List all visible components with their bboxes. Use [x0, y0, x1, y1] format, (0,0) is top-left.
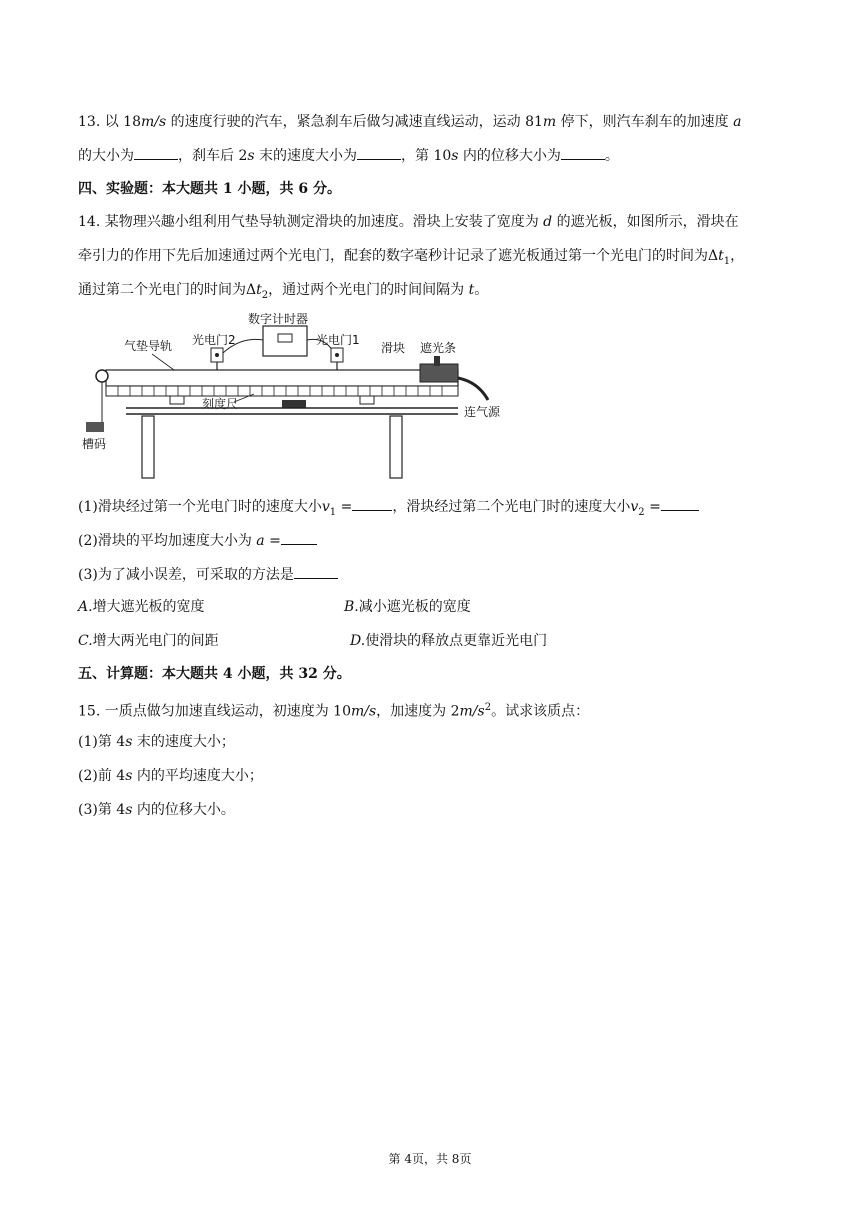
- q14-text: (3)为了减小误差，可采取的方法是: [78, 567, 294, 583]
- q15-text: 15. 一质点做匀加速直线运动，初速度为 10: [78, 703, 351, 720]
- q15-unit: s: [125, 734, 133, 750]
- q13-text: ，第 10: [401, 148, 452, 164]
- table-leg-right: [390, 416, 402, 478]
- q14-option-c[interactable]: [78, 631, 219, 651]
- q13-unit: s: [451, 148, 459, 164]
- answer-blank[interactable]: [294, 564, 338, 579]
- q14-text: ，: [730, 248, 745, 264]
- option-text: 增大遮光板的宽度: [92, 599, 205, 615]
- q14-part-1: [78, 496, 699, 523]
- air-label: 连气源: [464, 405, 501, 419]
- table-leg-left: [142, 416, 154, 478]
- q14-option-b[interactable]: [344, 597, 471, 617]
- q15-part-1: [78, 732, 235, 752]
- gate-1-label: 光电门1: [316, 333, 360, 347]
- q14-text: ，滑块经过第二个光电门时的速度大小: [392, 499, 631, 515]
- q14-option-d[interactable]: [350, 631, 547, 651]
- q14-sub: 1: [723, 255, 731, 267]
- q14-var: t: [256, 282, 262, 298]
- q13-text: 末的速度大小为: [254, 148, 357, 164]
- q14-part-2: [78, 530, 317, 551]
- q13-text: ，刹车后 2: [178, 148, 248, 164]
- q14-line-3: [78, 280, 488, 306]
- q14-sub: 2: [638, 506, 645, 518]
- option-letter: C.: [78, 633, 93, 649]
- q15-text: 内的位移大小。: [132, 802, 235, 818]
- q14-line-2: [78, 246, 744, 272]
- timer-display: [278, 334, 292, 342]
- q14-text: =: [336, 499, 353, 515]
- q14-text: =: [644, 499, 661, 515]
- q14-var: a: [256, 533, 265, 549]
- page-footer: 第 4页，共 8页: [388, 1152, 472, 1166]
- option-letter: A.: [78, 599, 93, 615]
- level-block: [282, 400, 306, 408]
- q14-part-3: [78, 564, 338, 585]
- q14-sub: 2: [261, 289, 269, 301]
- answer-blank[interactable]: [134, 145, 178, 160]
- track-pointer: [152, 354, 174, 370]
- q14-var: t: [718, 248, 724, 264]
- gate-2-label: 光电门2: [192, 333, 236, 347]
- q15-unit: s: [125, 768, 133, 784]
- q13-text: 内的位移大小为: [458, 148, 561, 164]
- q15-part-3: [78, 800, 235, 820]
- shade-strip: [434, 356, 440, 366]
- q13-text: 停下，则汽车刹车的加速度: [556, 114, 734, 130]
- track-label: 气垫导轨: [124, 339, 173, 353]
- q15-text: (1)第 4: [78, 734, 126, 750]
- q13-text: 。: [604, 148, 619, 164]
- q14-var: v: [630, 499, 639, 515]
- shade-label: 遮光条: [420, 341, 457, 355]
- q14-var: v: [321, 499, 330, 515]
- q14-text: ，通过两个光电门的时间间隔为: [268, 282, 469, 298]
- q13-unit: m: [542, 114, 557, 130]
- air-track-figure: [78, 310, 518, 482]
- q15-sup: 2: [484, 702, 492, 713]
- q15-line-1: [78, 698, 589, 722]
- weight-label: 槽码: [82, 437, 107, 451]
- q14-text: =: [264, 533, 281, 549]
- q13-text: 的速度行驶的汽车，紧急刹车后做匀减速直线运动，运动 81: [166, 114, 543, 130]
- gate-2-dot: [215, 353, 219, 357]
- answer-blank[interactable]: [357, 145, 401, 160]
- q13-text: 的大小为: [78, 148, 134, 164]
- q15-unit: m/s: [459, 703, 485, 720]
- q14-sub: 1: [329, 506, 337, 518]
- support-right: [360, 396, 374, 404]
- timer-label: 数字计时器: [248, 312, 309, 326]
- q13-text: 13. 以 18: [78, 114, 141, 130]
- q14-text: 通过第二个光电门的时间为Δ: [78, 282, 257, 298]
- ruler-strip: [106, 386, 458, 396]
- q15-part-2: [78, 766, 263, 786]
- q14-text: 牵引力的作用下先后加速通过两个光电门，配套的数字毫秒计记录了遮光板通过第一个光电门的时间为Δ: [78, 248, 719, 264]
- q15-unit: s: [125, 802, 133, 818]
- q14-var: t: [468, 282, 475, 298]
- q13-var: a: [733, 114, 742, 130]
- q14-text: 的遮光板，如图所示，滑块在: [552, 214, 739, 230]
- ruler-label: 刻度尺: [202, 397, 239, 411]
- gate-1-dot: [335, 353, 339, 357]
- slider-block: [420, 364, 458, 382]
- q13-line-1: [78, 112, 741, 132]
- section-4-heading: 四、实验题：本大题共 1 小题，共 6 分。: [78, 181, 341, 197]
- support-left: [170, 396, 184, 404]
- q15-text: 内的平均速度大小；: [132, 768, 263, 784]
- q15-text: 。试求该质点：: [491, 703, 590, 720]
- q14-text: (1)滑块经过第一个光电门时的速度大小: [78, 499, 322, 515]
- q15-text: 末的速度大小；: [132, 734, 235, 750]
- answer-blank[interactable]: [281, 530, 317, 545]
- pulley: [96, 370, 108, 382]
- q15-unit: m/s: [350, 703, 377, 720]
- option-text: 减小遮光板的宽度: [358, 599, 471, 615]
- q13-unit: s: [247, 148, 255, 164]
- answer-blank[interactable]: [561, 145, 605, 160]
- q14-text: 。: [474, 282, 489, 298]
- q15-text: ，加速度为 2: [376, 703, 460, 720]
- q14-option-a[interactable]: [78, 597, 205, 617]
- option-text: 增大两光电门的间距: [92, 633, 219, 649]
- answer-blank[interactable]: [661, 496, 699, 511]
- option-text: 使滑块的释放点更靠近光电门: [365, 633, 548, 649]
- q14-text: (2)滑块的平均加速度大小为: [78, 533, 257, 549]
- q14-text: 14. 某物理兴趣小组利用气垫导轨测定滑块的加速度。滑块上安装了宽度为: [78, 214, 544, 230]
- air-hose: [458, 378, 488, 400]
- weight-block: [86, 422, 104, 432]
- q13-line-2: [78, 145, 619, 166]
- section-5-heading: 五、计算题：本大题共 4 小题，共 32 分。: [78, 666, 351, 682]
- q14-var: d: [543, 214, 553, 230]
- slider-label: 滑块: [381, 341, 406, 355]
- option-letter: D.: [350, 633, 366, 649]
- answer-blank[interactable]: [352, 496, 392, 511]
- q13-unit: m/s: [140, 114, 167, 130]
- option-letter: B.: [344, 599, 359, 615]
- q14-line-1: [78, 212, 739, 232]
- air-track-rail: [106, 370, 458, 386]
- air-track-diagram: [78, 310, 518, 482]
- q15-text: (3)第 4: [78, 802, 126, 818]
- q15-text: (2)前 4: [78, 768, 126, 784]
